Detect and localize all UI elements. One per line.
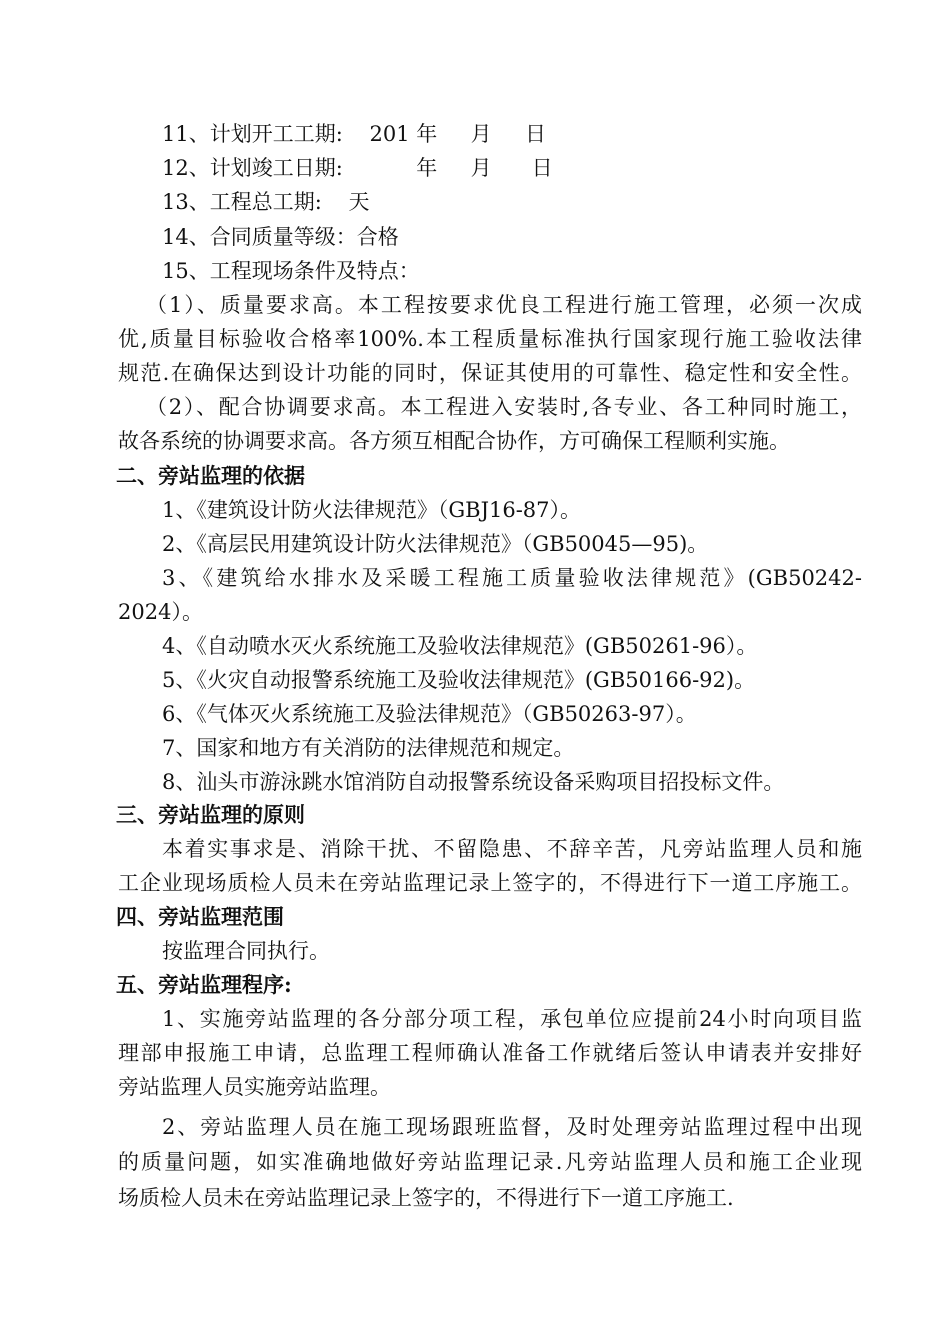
paragraph-line: 旁站监理人员实施旁站监理。 [118, 1075, 391, 1099]
paragraph-line: 故各系统的协调要求高。各方须互相配合协作，方可确保工程顺利实施。 [118, 429, 790, 453]
basis-item: 1、《建筑设计防火法律规范》（GBJ16-87）。 [162, 498, 582, 522]
paragraph-line: （2）、配合协调要求高。本工程进入安装时,各专业、各工种同时施工， [146, 395, 862, 419]
basis-item: 6、《气体灭火系统施工及验法律规范》（GB50263-97）。 [162, 702, 697, 726]
planned-completion-date-line: 12、计划竣工日期: 年 月 日 [162, 156, 553, 180]
paragraph-line: 规范.在确保达到设计功能的同时，保证其使用的可靠性、稳定性和安全性。 [118, 361, 862, 385]
basis-item: 5、《火灾自动报警系统施工及验收法律规范》(GB50166-92)。 [162, 668, 756, 692]
paragraph-line: 的质量问题，如实准确地做好旁站监理记录.凡旁站监理人员和施工企业现 [118, 1150, 862, 1174]
total-duration-line: 13、工程总工期: 天 [162, 190, 370, 214]
basis-item: 3、《建筑给水排水及采暖工程施工质量验收法律规范》(GB50242- [162, 566, 862, 590]
paragraph-line: （1）、质量要求高。本工程按要求优良工程进行施工管理，必须一次成 [146, 293, 862, 317]
paragraph-line: 本着实事求是、消除干扰、不留隐患、不辞辛苦，凡旁站监理人员和施 [162, 837, 862, 861]
paragraph-line: 工企业现场质检人员未在旁站监理记录上签字的，不得进行下一道工序施工。 [118, 871, 862, 895]
site-conditions-heading: 15、工程现场条件及特点： [162, 259, 420, 283]
basis-item: 4、《自动喷水灭火系统施工及验收法律规范》(GB50261-96）。 [162, 634, 758, 658]
basis-item-continuation: 2024）。 [118, 600, 203, 624]
basis-item: 2、《高层民用建筑设计防火法律规范》（GB50045—95)。 [162, 532, 709, 556]
planned-start-date-line: 11、计划开工工期: 201 年 月 日 [162, 122, 547, 146]
section-heading-scope: 四、旁站监理范围 [116, 904, 284, 929]
quality-grade-line: 14、合同质量等级：合格 [162, 225, 399, 249]
paragraph-line: 理部申报施工申请，总监理工程师确认准备工作就绪后签认申请表并安排好 [118, 1041, 862, 1065]
basis-item: 7、国家和地方有关消防的法律规范和规定。 [162, 736, 575, 760]
paragraph-line: 2、旁站监理人员在施工现场跟班监督，及时处理旁站监理过程中出现 [162, 1115, 862, 1139]
section-heading-basis: 二、旁站监理的依据 [116, 463, 305, 488]
paragraph-line: 1、实施旁站监理的各分部分项工程，承包单位应提前24小时向项目监 [162, 1007, 862, 1031]
basis-item: 8、汕头市游泳跳水馆消防自动报警系统设备采购项目招投标文件。 [162, 770, 785, 794]
section-heading-principles: 三、旁站监理的原则 [116, 802, 305, 827]
paragraph-line: 按监理合同执行。 [162, 939, 330, 963]
section-heading-procedure: 五、旁站监理程序: [116, 972, 292, 997]
paragraph-line: 场质检人员未在旁站监理记录上签字的，不得进行下一道工序施工. [118, 1186, 734, 1210]
paragraph-line: 优,质量目标验收合格率100%.本工程质量标准执行国家现行施工验收法律 [118, 327, 862, 351]
